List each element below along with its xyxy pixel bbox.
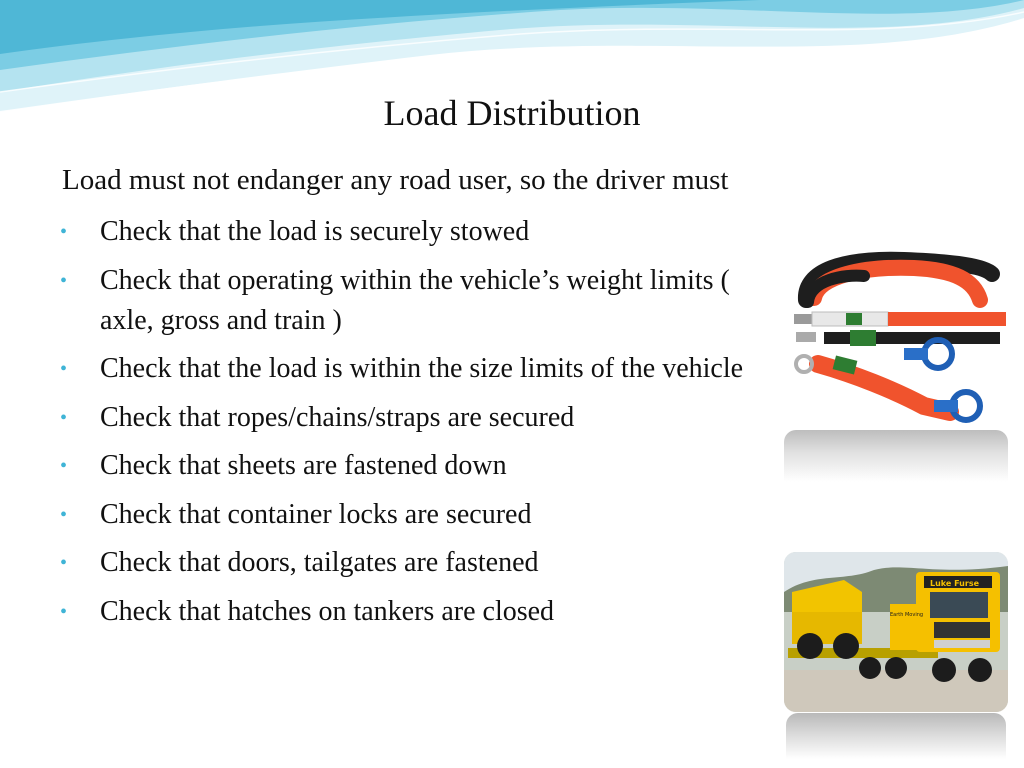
list-item — [58, 261, 778, 341]
bullet-text: Check that the load is securely stowed — [100, 216, 530, 247]
bullet-icon: • — [60, 221, 68, 243]
list-item — [58, 398, 778, 438]
bullet-text: Check that sheets are fastened down — [100, 450, 507, 481]
lifting-straps-icon — [784, 240, 1008, 428]
bullet-icon: • — [60, 269, 68, 292]
bullet-icon: • — [60, 552, 68, 574]
truck-icon — [784, 552, 1008, 712]
bullet-text: Check that ropes/chains/straps are secured — [100, 401, 575, 433]
bullet-text: Check that the load is within the size limits of the vehicle — [100, 353, 744, 384]
list-item — [58, 349, 778, 389]
bullet-text: Check that operating within the vehicle’s weight limits ( axle, gross and train ) — [100, 264, 730, 336]
bullet-text: Check that doors, tailgates are fastened — [100, 547, 539, 578]
bullet-text: Check that hatches on tankers are closed — [100, 595, 555, 627]
list-item — [58, 592, 778, 632]
bullet-icon: • — [60, 406, 68, 429]
bullet-icon: • — [60, 503, 68, 526]
bullet-icon: • — [60, 600, 68, 623]
lead-sentence: Load must not endanger any road user, so the driver must — [62, 164, 729, 196]
list-item — [58, 446, 778, 486]
bullet-text: Check that container locks are secured — [100, 498, 532, 530]
list-item — [58, 212, 778, 252]
door-text: Earth Moving — [890, 612, 924, 618]
truck-image-reflection — [786, 713, 1006, 759]
bullet-icon: • — [60, 455, 68, 477]
bullet-icon: • — [60, 358, 68, 380]
straps-image-reflection — [784, 430, 1008, 482]
list-item — [58, 543, 778, 583]
bullet-list — [58, 212, 778, 640]
cab-text: Luke Furse — [930, 579, 980, 588]
slide-title: Load Distribution — [383, 93, 641, 133]
straps-image — [784, 240, 1008, 428]
truck-image — [784, 552, 1008, 712]
list-item — [58, 495, 778, 535]
